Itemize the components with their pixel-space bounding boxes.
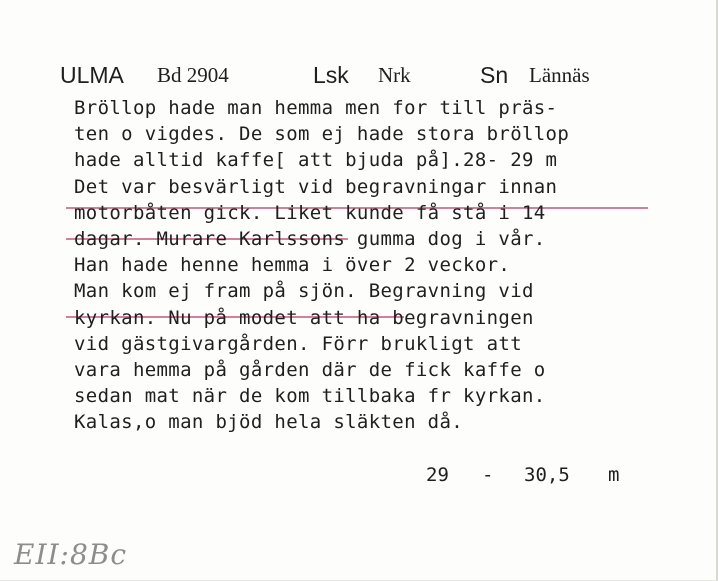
text-line: vid gästgivargården. Förr brukligt att <box>74 332 522 355</box>
archive-code: ULMA <box>60 62 124 88</box>
landskap-value: Nrk <box>378 63 411 87</box>
transcript-body <box>74 95 569 435</box>
text-line: ten o vigdes. De som ej hade stora bröllop <box>74 123 570 146</box>
text-line: sedan mat när de kom tillbaka fr kyrkan. <box>74 385 546 408</box>
text-line: Det var besvärligt vid begravningar innan <box>74 175 558 198</box>
socken-value: Lännäs <box>529 63 590 87</box>
text-line: kyrkan. Nu på modet att ha begravningen <box>74 306 534 329</box>
text-line: dagar. Murare Karlssons gumma dog i vår. <box>74 227 546 250</box>
text-line: vara hemma på gården där de fick kaffe o <box>74 358 546 381</box>
measure-dash: - <box>482 464 494 486</box>
socken-label: Sn <box>480 62 509 88</box>
text-line: hade alltid kaffe[ att bjuda på].28- 29 m <box>74 149 558 172</box>
text-line: Man kom ej fram på sjön. Begravning vid <box>74 280 534 303</box>
measure-from: 29 <box>426 464 449 486</box>
text-line: motorbåten gick. Liket kunde få stå i 14 <box>74 201 546 224</box>
text-line: Han hade henne hemma i över 2 veckor. <box>74 254 511 277</box>
text-line: Kalas,o man bjöd hela släkten då. <box>74 411 464 434</box>
landskap-label: Lsk <box>313 62 349 88</box>
archive-signum-stamp: EII:8Bc <box>14 538 128 571</box>
measure-unit: m <box>608 464 620 486</box>
bd-number: Bd 2904 <box>157 63 229 87</box>
text-line: Bröllop hade man hemma men for till präs- <box>74 97 558 119</box>
measure-to: 30,5 <box>524 464 570 486</box>
